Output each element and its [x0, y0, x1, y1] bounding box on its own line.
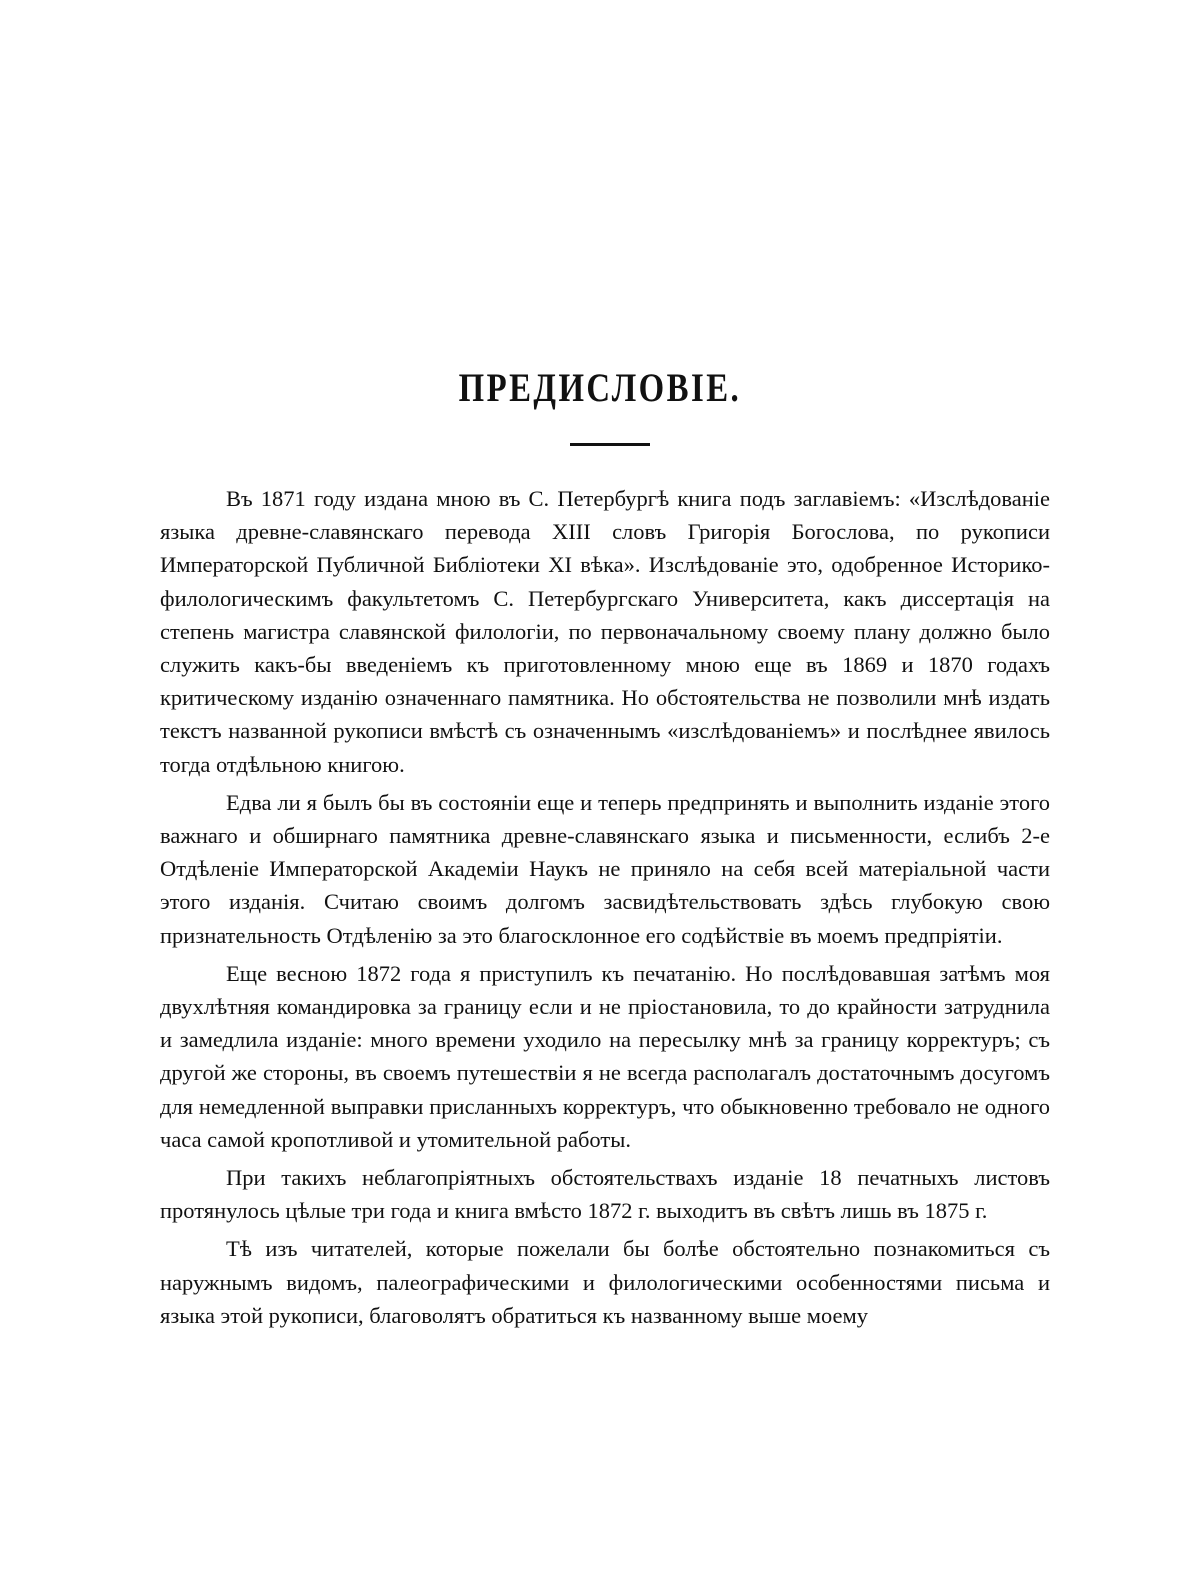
paragraph-2: Едва ли я былъ бы въ состояніи еще и теперь предпринять и выполнить изданіе этого важнаго и обширнаго памятника древне-славянскаго языка и письменности, еслибъ 2-е Отдѣленіе Императорской Академіи Наукъ не приняло на себя всей матеріальной части этого изданія. Считаю своимъ долгомъ засвидѣтельствовать здѣсь глубокую свою признательность Отдѣленію за это благосклонное его содѣйствіе въ моемъ предпріятіи. — [160, 789, 1050, 948]
paragraph-3: Еще весною 1872 года я приступилъ къ печатанію. Но послѣдовавшая затѣмъ моя двухлѣтняя командировка за границу если и не пріостановила, то до крайности затруднила и замедлила изданіе: много времени уходило на пересылку мнѣ за границу корректуръ; съ другой же стороны, въ своемъ путешествіи я не всегда располагалъ достаточнымъ досугомъ для немедленной выправки присланныхъ корректуръ, что обыкновенно требовало не одного часа самой кропотливой и утомительной работы. — [160, 960, 1050, 1152]
paragraph-4: При такихъ неблагопріятныхъ обстоятельствахъ изданіе 18 печатныхъ листовъ протянулось цѣлые три года и книга вмѣсто 1872 г. выходитъ въ свѣтъ лишь въ 1875 г. — [160, 1165, 1050, 1224]
paragraph-5: Тѣ изъ читателей, которые пожелали бы болѣе обстоятельно познакомиться съ наружнымъ видомъ, палеографическими и филологическими особенностями письма и языка этой рукописи, благоволятъ обратиться къ названному выше моему — [160, 1236, 1050, 1328]
title-divider — [570, 443, 650, 446]
paragraph-1: Въ 1871 году издана мною въ С. Петербургѣ книга подъ заглавіемъ: «Изслѣдованіе языка древне-славянскаго перевода XIII словъ Григорія Богослова, по рукописи Императорской Публичной Библіотеки XI вѣка». Изслѣдованіе это, одобренное Историко-филологическимъ факультетомъ С. Петербургскаго Университета, какъ диссертація на степень магистра славянской филологіи, по первоначальному своему плану должно было служить какъ-бы введеніемъ къ приготовленному мною еще въ 1869 и 1870 годахъ критическому изданію означеннаго памятника. Но обстоятельства не позволили мнѣ издать текстъ названной рукописи вмѣстѣ съ означеннымъ «изслѣдованіемъ» и послѣднее явилось тогда отдѣльною книгою. — [160, 486, 1050, 777]
body-text — [160, 482, 1050, 1332]
page-title: ПРЕДИСЛОВІЕ. — [458, 365, 742, 410]
